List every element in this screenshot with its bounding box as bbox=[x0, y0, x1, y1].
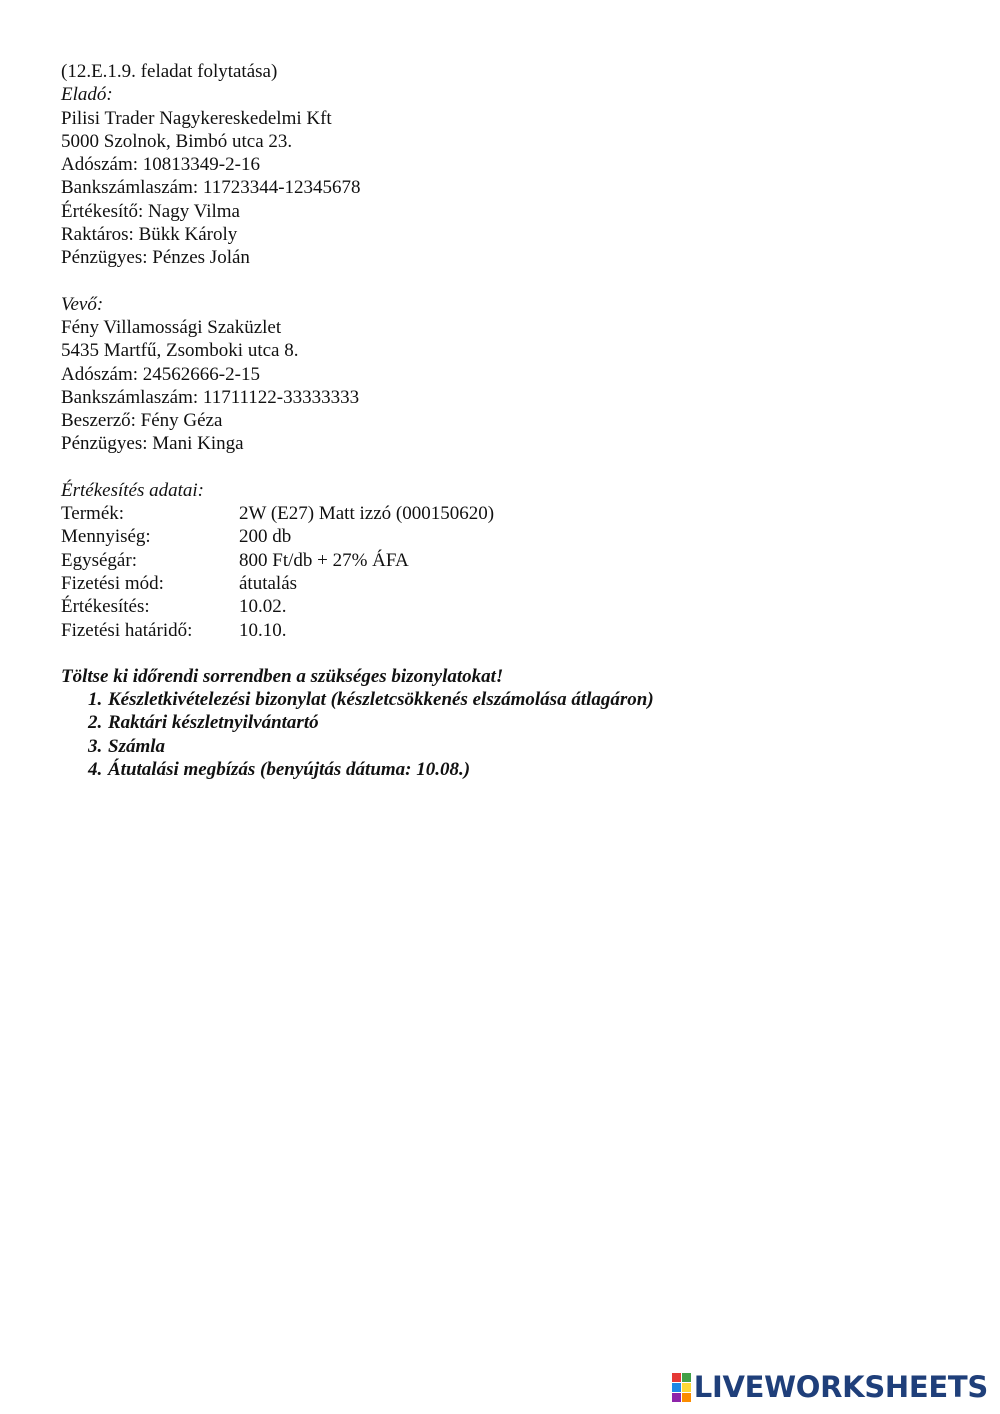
task-list bbox=[61, 688, 941, 781]
buyer-line: 5435 Martfű, Zsomboki utca 8. bbox=[61, 340, 299, 362]
worksheet-page bbox=[61, 60, 941, 781]
sale-row-payment-method bbox=[61, 572, 941, 595]
logo-square bbox=[672, 1373, 681, 1382]
seller-line: 5000 Szolnok, Bimbó utca 23. bbox=[61, 130, 293, 152]
task-text: Átutalási megbízás (benyújtás dátuma: 10.08.) bbox=[108, 759, 471, 781]
sale-label: Értékesítés: bbox=[61, 596, 150, 618]
sale-label: Fizetési határidő: bbox=[61, 619, 193, 641]
sale-label: Mennyiség: bbox=[61, 526, 151, 548]
task-item bbox=[61, 758, 941, 781]
seller-section bbox=[61, 83, 941, 269]
sale-row-product bbox=[61, 502, 941, 525]
sale-value: 2W (E27) Matt izzó (000150620) bbox=[239, 503, 495, 525]
buyer-line: Beszerző: Fény Géza bbox=[61, 410, 223, 432]
buyer-line: Bankszámlaszám: 11711122-33333333 bbox=[61, 386, 360, 408]
task-section bbox=[61, 665, 941, 781]
logo-square bbox=[682, 1383, 691, 1392]
logo-square bbox=[672, 1383, 681, 1392]
seller-heading: Eladó: bbox=[61, 84, 113, 106]
liveworksheets-logo-icon bbox=[672, 1373, 691, 1402]
task-item bbox=[61, 688, 941, 711]
seller-line: Bankszámlaszám: 11723344-12345678 bbox=[61, 177, 361, 199]
sale-value: 800 Ft/db + 27% ÁFA bbox=[239, 549, 409, 571]
sale-label: Termék: bbox=[61, 503, 125, 525]
sale-row-quantity bbox=[61, 525, 941, 548]
buyer-section bbox=[61, 293, 941, 456]
sale-label: Egységár: bbox=[61, 549, 137, 571]
buyer-line: Fény Villamossági Szaküzlet bbox=[61, 316, 282, 338]
sale-value: 200 db bbox=[239, 526, 292, 548]
sale-value: 10.10. bbox=[239, 619, 287, 641]
logo-square bbox=[672, 1393, 681, 1402]
logo-text: LIVEWORKSHEETS bbox=[693, 1370, 988, 1404]
sale-label: Fizetési mód: bbox=[61, 572, 164, 594]
sale-row-due-date bbox=[61, 619, 941, 642]
task-number: 2. bbox=[88, 712, 103, 734]
seller-line: Pénzügyes: Pénzes Jolán bbox=[61, 247, 250, 269]
sale-heading: Értékesítés adatai: bbox=[61, 479, 204, 501]
task-item bbox=[61, 711, 941, 734]
buyer-heading: Vevő: bbox=[61, 293, 104, 315]
sale-section bbox=[61, 479, 941, 642]
seller-line: Pilisi Trader Nagykereskedelmi Kft bbox=[61, 107, 332, 129]
continuation-note: (12.E.1.9. feladat folytatása) bbox=[61, 61, 278, 82]
task-text: Készletkivételezési bizonylat (készletcsökkenés elszámolása átlagáron) bbox=[108, 689, 654, 711]
task-instruction: Töltse ki időrendi sorrendben a szükséges bizonylatokat! bbox=[61, 665, 504, 687]
task-number: 3. bbox=[88, 735, 103, 757]
sale-row-unit-price bbox=[61, 549, 941, 572]
task-text: Számla bbox=[108, 735, 166, 757]
sale-value: átutalás bbox=[239, 572, 298, 594]
task-number: 1. bbox=[88, 689, 103, 711]
buyer-line: Adószám: 24562666-2-15 bbox=[61, 363, 260, 385]
task-number: 4. bbox=[88, 759, 103, 781]
seller-line: Raktáros: Bükk Károly bbox=[61, 224, 238, 246]
logo-square bbox=[682, 1373, 691, 1382]
task-item bbox=[61, 735, 941, 758]
sale-value: 10.02. bbox=[239, 596, 287, 618]
sale-row-sale-date bbox=[61, 595, 941, 618]
seller-line: Adószám: 10813349-2-16 bbox=[61, 154, 260, 176]
task-text: Raktári készletnyilvántartó bbox=[108, 712, 319, 734]
buyer-line: Pénzügyes: Mani Kinga bbox=[61, 433, 244, 455]
logo-square bbox=[682, 1393, 691, 1402]
liveworksheets-logo bbox=[672, 1370, 988, 1404]
seller-line: Értékesítő: Nagy Vilma bbox=[61, 200, 240, 222]
